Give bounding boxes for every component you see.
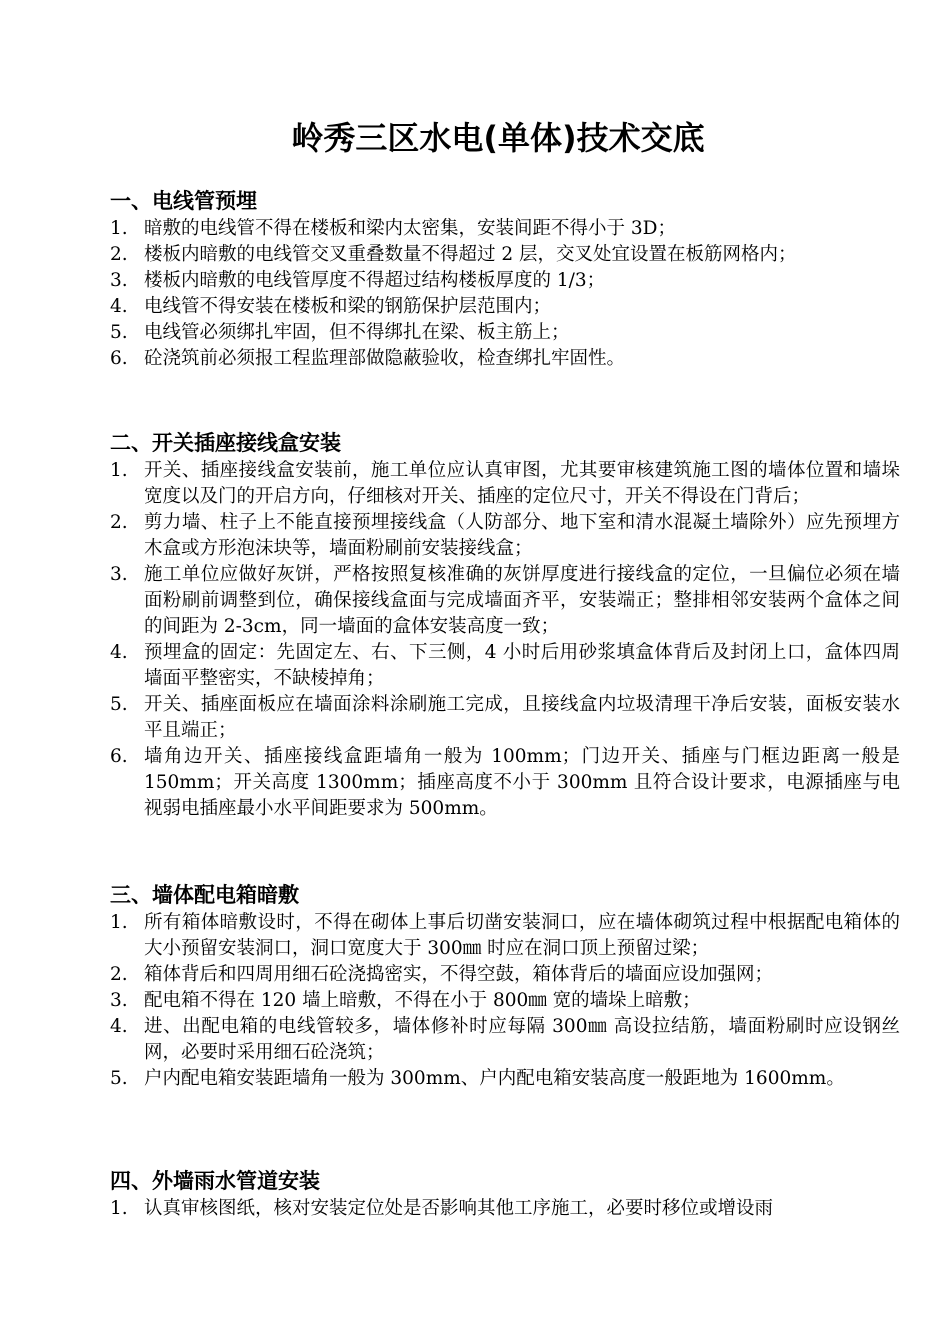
item-text: 施工单位应做好灰饼，严格按照复核准确的灰饼厚度进行接线盒的定位，一旦偏位必须在墙面粉刷前调整到位，确保接线盒面与完成墙面齐平，安装端正；整排相邻安装两个盒体之间的间距为 2-3cm，同一墙面的盒体安装高度一致； [144,564,900,637]
item-number: 3. [110,270,128,291]
list-item [110,910,900,962]
item-number: 2. [110,512,128,533]
item-number: 4. [110,296,128,317]
item-list [110,1196,900,1222]
document-title: 岭秀三区水电(单体)技术交底 [291,119,705,157]
item-text: 砼浇筑前必须报工程监理部做隐蔽验收，检查绑扎牢固性。 [144,348,626,369]
item-number: 3. [110,564,128,585]
item-text: 开关、插座面板应在墙面涂料涂刷施工完成，且接线盒内垃圾清理干净后安装，面板安装水平且端正； [144,694,900,741]
item-list [110,910,900,1092]
section-heading: 三、墙体配电箱暗敷 [110,883,299,907]
item-text: 剪力墙、柱子上不能直接预埋接线盒（人防部分、地下室和清水混凝土墙除外）应先预埋方木盒或方形泡沫块等，墙面粉刷前安装接线盒； [144,512,900,559]
section-heading: 一、电线管预埋 [110,189,257,213]
list-item [110,562,900,640]
list-item [110,458,900,510]
list-item [110,510,900,562]
item-text: 进、出配电箱的电线管较多，墙体修补时应每隔 300㎜ 高设拉结筋，墙面粉刷时应设钢丝网，必要时采用细石砼浇筑； [144,1016,900,1063]
item-number: 5. [110,322,128,343]
section-rainwater-pipe [110,1166,900,1222]
item-text: 楼板内暗敷的电线管交叉重叠数量不得超过 2 层，交叉处宜设置在板筋网格内； [144,244,797,265]
section-switch-socket-boxes [110,428,900,822]
item-list [110,216,900,372]
list-item [110,1066,900,1092]
list-item [110,346,900,372]
item-number: 4. [110,642,128,663]
list-item [110,320,900,346]
list-item [110,268,900,294]
section-distribution-box [110,880,900,1092]
item-number: 1. [110,1198,128,1219]
item-number: 2. [110,244,128,265]
item-number: 5. [110,1068,128,1089]
list-item [110,962,900,988]
item-number: 1. [110,218,128,239]
list-item [110,692,900,744]
item-number: 6. [110,348,128,369]
section-heading: 四、外墙雨水管道安装 [110,1169,320,1193]
section-conduit-embedding [110,186,900,372]
item-text: 配电箱不得在 120 墙上暗敷，不得在小于 800㎜ 宽的墙垛上暗敷； [144,990,701,1011]
item-text: 楼板内暗敷的电线管厚度不得超过结构楼板厚度的 1/3； [144,270,606,291]
item-text: 开关、插座接线盒安装前，施工单位应认真审图，尤其要审核建筑施工图的墙体位置和墙垛宽度以及门的开启方向，仔细核对开关、插座的定位尺寸，开关不得设在门背后； [144,460,900,507]
item-number: 4. [110,1016,128,1037]
item-number: 5. [110,694,128,715]
item-text: 电线管必须绑扎牢固，但不得绑扎在梁、板主筋上； [144,322,570,343]
list-item [110,988,900,1014]
item-number: 1. [110,912,128,933]
item-list [110,458,900,822]
list-item [110,1196,900,1222]
item-number: 3. [110,990,128,1011]
list-item [110,242,900,268]
section-heading: 二、开关插座接线盒安装 [110,431,341,455]
list-item [110,1014,900,1066]
item-text: 户内配电箱安装距墙角一般为 300mm、户内配电箱安装高度一般距地为 1600mm。 [144,1068,845,1089]
item-text: 所有箱体暗敷设时，不得在砌体上事后切凿安装洞口，应在墙体砌筑过程中根据配电箱体的大小预留安装洞口，洞口宽度大于 300㎜ 时应在洞口顶上预留过梁； [144,912,900,959]
item-number: 6. [110,746,128,767]
item-text: 墙角边开关、插座接线盒距墙角一般为 100mm；门边开关、插座与门框边距离一般是 150mm；开关高度 1300mm；插座高度不小于 300mm 且符合设计要求，电源插座与电视弱电插座最小水平间距要求为 500mm。 [144,746,900,819]
list-item [110,216,900,242]
item-number: 1. [110,460,128,481]
item-text: 电线管不得安装在楼板和梁的钢筋保护层范围内； [144,296,552,317]
list-item [110,744,900,822]
item-number: 2. [110,964,128,985]
item-text: 认真审核图纸，核对安装定位处是否影响其他工序施工，必要时移位或增设雨 [144,1198,774,1219]
item-text: 预埋盒的固定：先固定左、右、下三侧，4 小时后用砂浆填盒体背后及封闭上口，盒体四周墙面平整密实，不缺棱掉角； [144,642,900,689]
list-item [110,640,900,692]
item-text: 暗敷的电线管不得在楼板和梁内太密集，安装间距不得小于 3D； [144,218,676,239]
item-text: 箱体背后和四周用细石砼浇捣密实，不得空鼓，箱体背后的墙面应设加强网； [144,964,774,985]
list-item [110,294,900,320]
